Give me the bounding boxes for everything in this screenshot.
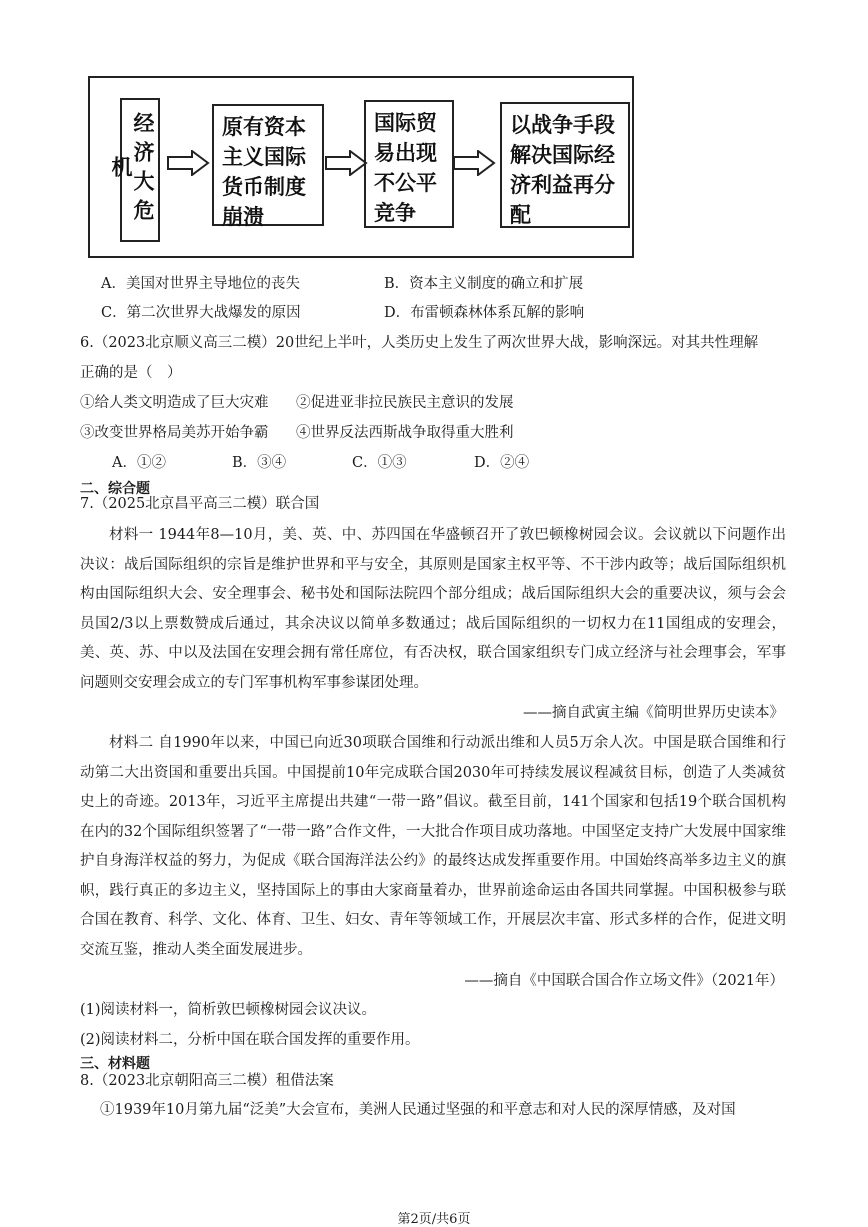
arrow-icon — [324, 150, 368, 176]
q7-material-1: 材料一 1944年8—10月，美、英、中、苏四国在华盛顿召开了敦巴顿橡树园会议。会议就以下问题作出决议：战后国际组织的宗旨是维护世界和平与安全，其原则是国家主权平等、不干涉内政等；战后国际组织机构由国际组织大会、安全理事会、秘书处和国际法院四个部分组成；战后国际组织大会的重要决议，须与会会员国2/3以上票数赞成后通过，其余决议以简单多数通过；战后国际组织的一切权力在11国组成的安理会，美、英、苏、中以及法国在安理会拥有常任席位，有否决权，联合国家组织专门成立经济与社会理事会，军事问题则交安理会成立的专门军事机构军事参谋团处理。 — [80, 527, 786, 691]
q7-source-2: ——摘自《中国联合国合作立场文件》（2021年） — [464, 973, 784, 989]
q8-title: 8.（2023北京朝阳高三二模）租借法案 — [80, 1073, 334, 1089]
diagram-box-war-redistribution: 以战争手段解决国际经济利益再分配 — [500, 102, 630, 228]
q5-option-c: C．第二次世界大战爆发的原因 — [101, 305, 301, 321]
flow-diagram — [88, 76, 634, 258]
q7-subquestion-2: (2)阅读材料二，分析中国在联合国发挥的重要作用。 — [80, 1032, 420, 1048]
q6-option-b: B．③④ — [232, 455, 287, 471]
q6-option-d: D．②④ — [474, 455, 530, 471]
q6-question: 6.（2023北京顺义高三二模）20世纪上半叶，人类历史上发生了两次世界大战，影响深远。对其共性理解 — [80, 335, 759, 351]
q5-option-d: D．布雷顿森林体系瓦解的影响 — [384, 305, 585, 321]
q7-title: 7.（2025北京昌平高三二模）联合国 — [80, 496, 320, 512]
q6-option-c: C．①③ — [352, 455, 407, 471]
page-footer: 第2页/共6页 — [397, 1212, 471, 1227]
diagram-box-currency-collapse: 原有资本主义国际货币制度崩溃 — [212, 104, 324, 226]
q7-subquestion-1: (1)阅读材料一，简析敦巴顿橡树园会议决议。 — [80, 1002, 377, 1018]
q7-material-2: 材料二 自1990年以来，中国已向近30项联合国维和行动派出维和人员5万余人次。中国是联合国维和行动第二大出资国和重要出兵国。中国提前10年完成联合国2030年可持续发展议程减贫目标，创造了人类减贫史上的奇迹。2013年，习近平主席提出共建“一带一路”倡议。截至目前，141个国家和包括19个联合国机构在内的32个国际组织签署了“一带一路”合作文件，一大批合作项目成功落地。中国坚定支持广大发展中国家维护自身海洋权益的努力，为促成《联合国海洋法公约》的最终达成发挥重要作用。中国始终高举多边主义的旗帜，践行真正的多边主义，坚持国际上的事由大家商量着办，世界前途命运由各国共同掌握。中国积极参与联合国在教育、科学、文化、体育、卫生、妇女、青年等领域工作，开展层次丰富、形式多样的合作，促进文明交流互鉴，推动人类全面发展进步。 — [80, 735, 786, 958]
arrow-icon — [166, 150, 210, 176]
q7-source-1: ——摘自武寅主编《简明世界历史读本》 — [523, 705, 784, 721]
section-heading-comprehensive: 二、综合题 — [80, 481, 150, 497]
q5-option-a: A．美国对世界主导地位的丧失 — [101, 276, 300, 292]
q8-line-1: ①1939年10月第九届“泛美”大会宣布，美洲人民通过坚强的和平意志和对人民的深厚情感，及对国 — [100, 1102, 736, 1118]
section-heading-material: 三、材料题 — [80, 1056, 150, 1072]
arrow-icon — [452, 150, 496, 176]
q6-question-cont: 正确的是（ ） — [80, 365, 182, 381]
q6-item-1: ①给人类文明造成了巨大灾难 — [80, 395, 269, 411]
q6-item-4: ④世界反法西斯战争取得重大胜利 — [296, 425, 514, 441]
q6-option-a: A．①② — [112, 455, 166, 471]
q5-option-b: B．资本主义制度的确立和扩展 — [384, 276, 584, 292]
diagram-box-unfair-trade: 国际贸易出现不公平竞争 — [364, 100, 454, 228]
q6-item-3: ③改变世界格局美苏开始争霸 — [80, 425, 269, 441]
diagram-box-economic-crisis: 经济大危机 — [120, 98, 160, 242]
q6-item-2: ②促进亚非拉民族民主意识的发展 — [296, 395, 514, 411]
